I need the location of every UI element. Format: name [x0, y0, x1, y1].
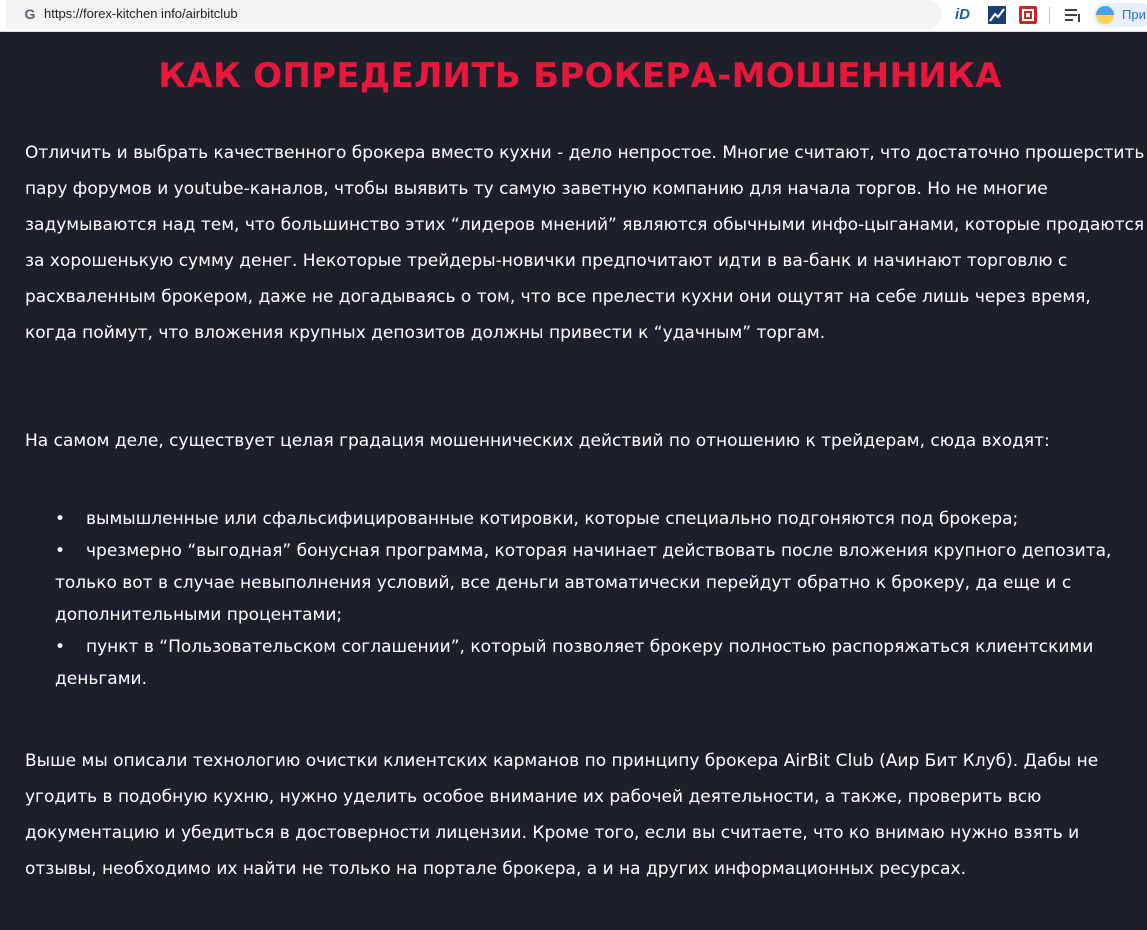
- list-item: [55, 503, 1145, 535]
- red-extension-icon[interactable]: [1019, 6, 1037, 24]
- chart-extension-icon[interactable]: [988, 6, 1006, 24]
- bullet: •: [55, 541, 66, 561]
- fraud-list: [55, 503, 1145, 695]
- list-item-text: вымышленные или сфальсифицированные котировки, которые специально подгоняются под брокера;: [86, 509, 1019, 529]
- bullet: •: [55, 637, 66, 657]
- browser-toolbar: [0, 0, 1147, 32]
- google-icon: G: [24, 6, 36, 22]
- paragraph-intro: Отличить и выбрать качественного брокера вместо кухни - дело непростое. Многие считают, что достаточно прошерстить пару форумов и youtube-каналов, чтобы выявить ту самую заветную компанию для начала торгов. Но не многие задумываются над тем, что большинство этих “лидеров мнений” являются обычными инфо-цыганами, которые продаются за хорошенькую сумму денег. Некоторые трейдеры-новички предпочитают идти в ва-банк и начинают торговлю с расхваленным брокером, даже не догадываясь о том, что все прелести кухни они ощутят на себе лишь через время, когда поймут, что вложения крупных депозитов должны привести к “удачным” торгам.: [25, 143, 1145, 343]
- bullet: •: [55, 509, 66, 529]
- paragraph-schemes: На самом деле, существует целая градация мошеннических действий по отношению к трейдерам, сюда входят:: [25, 431, 1050, 451]
- toolbar-divider: [1049, 7, 1050, 23]
- page-title: КАК ОПРЕДЕЛИТЬ БРОКЕРА-МОШЕННИКА: [158, 56, 1002, 96]
- list-item-text: чрезмерно “выгодная” бонусная программа, которая начинает действовать после вложения крупного депозита, только вот в случае невыполнения условий, все деньги автоматически перейдут обратно к брокеру, да еще и с дополнительными процентами;: [55, 541, 1112, 625]
- id-extension-icon[interactable]: iD: [955, 6, 970, 23]
- reading-list-icon[interactable]: [1063, 6, 1083, 26]
- avatar: [1096, 6, 1114, 24]
- profile-label: При: [1122, 7, 1146, 22]
- list-item-text: пункт в “Пользовательском соглашении”, который позволяет брокеру полностью распоряжаться клиентскими деньгами.: [55, 637, 1094, 689]
- profile-button[interactable]: [1093, 3, 1147, 27]
- list-item: [55, 631, 1145, 695]
- url-text[interactable]: https://forex-kitchen info/airbitclub: [44, 6, 238, 21]
- address-bar[interactable]: [6, 0, 942, 29]
- paragraph-conclusion: Выше мы описали технологию очистки клиентских карманов по принципу брокера AirBit Club (Аир Бит Клуб). Дабы не угодить в подобную кухню, нужно уделить особое внимание их рабочей деятельности, а также, проверить всю документацию и убедиться в достоверности лицензии. Кроме того, если вы считаете, что ко внимаю нужно взять и отзывы, необходимо их найти не только на портале брокера, а и на других информационных ресурсах.: [25, 751, 1099, 879]
- list-item: [55, 535, 1145, 631]
